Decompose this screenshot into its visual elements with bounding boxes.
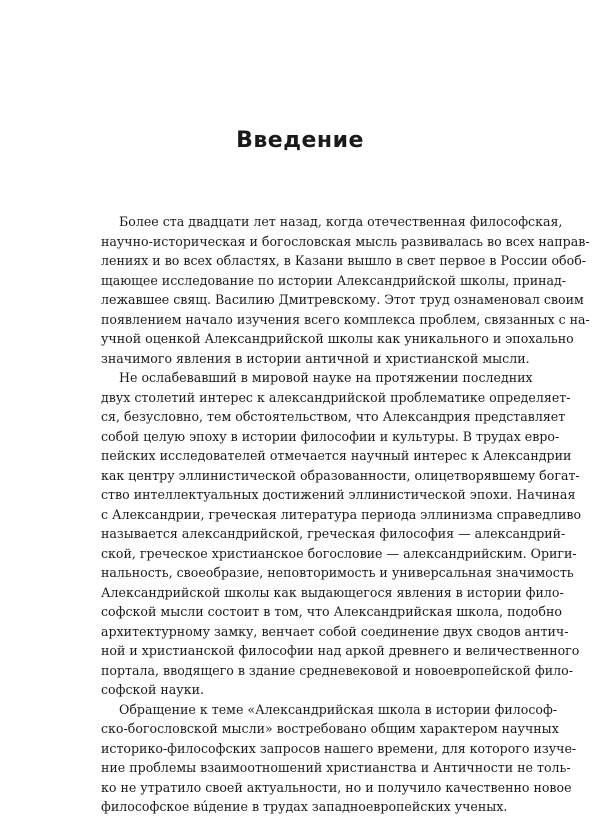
text-line: ской, греческое христианское богословие — александрийским. Ориги- bbox=[101, 545, 577, 561]
text-line: щающее исследование по истории Александрийской школы, принад- bbox=[101, 272, 567, 288]
text-line: учной оценкой Александрийской школы как уникального и эпохально bbox=[101, 331, 574, 346]
text-line: как центру эллинистической образованности, олицетворявшему богат- bbox=[101, 467, 580, 483]
text-line: пейских исследователей отмечается научный интерес к Александрии bbox=[101, 448, 572, 463]
text-line: софской мысли состоит в том, что Александрийская школа, подобно bbox=[101, 604, 562, 619]
text-line: появлением начало изучения всего комплекса проблем, связанных с на- bbox=[101, 311, 590, 327]
body-text bbox=[101, 212, 590, 817]
text-line: Обращение к теме «Александрийская школа в истории философ- bbox=[119, 701, 558, 717]
text-line: ной и христианской философии над аркой древнего и величественного bbox=[101, 643, 580, 658]
text-line: философское вúдение в трудах западноевропейских ученых. bbox=[101, 799, 508, 814]
text-line: с Александрии, греческая литература периода эллинизма справедливо bbox=[101, 506, 582, 522]
text-line: лежавшее свящ. Василию Дмитревскому. Этот труд ознаменовал своим bbox=[101, 292, 584, 307]
paragraph-2 bbox=[101, 368, 582, 700]
paragraph-1 bbox=[101, 212, 590, 368]
text-line: архитектурному замку, венчает собой соединение двух сводов антич- bbox=[101, 623, 569, 639]
text-line: Александрийской школы как выдающегося явления в истории фило- bbox=[101, 584, 564, 600]
text-line: Не ослабевавший в мировой науке на протяжении последних bbox=[119, 370, 533, 385]
text-line: научно-историческая и богословская мысль развивалась во всех направ- bbox=[101, 233, 590, 249]
text-line: ство интеллектуальных достижений эллинистической эпохи. Начиная bbox=[101, 487, 576, 502]
text-line: ся, безусловно, тем обстоятельством, что Александрия представляет bbox=[101, 409, 566, 424]
text-line: значимого явления в истории античной и христианской мысли. bbox=[101, 350, 530, 366]
text-line: ско-богословской мысли» востребовано общим характером научных bbox=[101, 721, 559, 736]
text-line: историко-философских запросов нашего времени, для которого изуче- bbox=[101, 740, 577, 756]
text-line: ние проблемы взаимоотношений христианства и Античности не толь- bbox=[101, 760, 571, 775]
page-title: Введение bbox=[236, 128, 364, 153]
text-line: ко не утратило своей актуальности, но и получило качественно новое bbox=[101, 779, 572, 795]
text-line: двух столетий интерес к александрийской проблематике определяет- bbox=[101, 389, 571, 405]
text-line: лениях и во всех областях, в Казани вышло в свет первое в России обоб- bbox=[101, 253, 587, 268]
text-line: называется александрийской, греческая философия — александрий- bbox=[101, 526, 566, 541]
text-line: портала, вводящего в здание средневековой и новоевропейской фило- bbox=[101, 662, 574, 678]
text-line: Более ста двадцати лет назад, когда отечественная философская, bbox=[119, 214, 563, 229]
text-line: собой целую эпоху в истории философии и культуры. В трудах евро- bbox=[101, 428, 560, 444]
text-line: нальность, своеобразие, неповторимость и универсальная значимость bbox=[101, 565, 574, 580]
paragraph-3 bbox=[101, 700, 577, 817]
text-line: софской науки. bbox=[101, 682, 204, 697]
